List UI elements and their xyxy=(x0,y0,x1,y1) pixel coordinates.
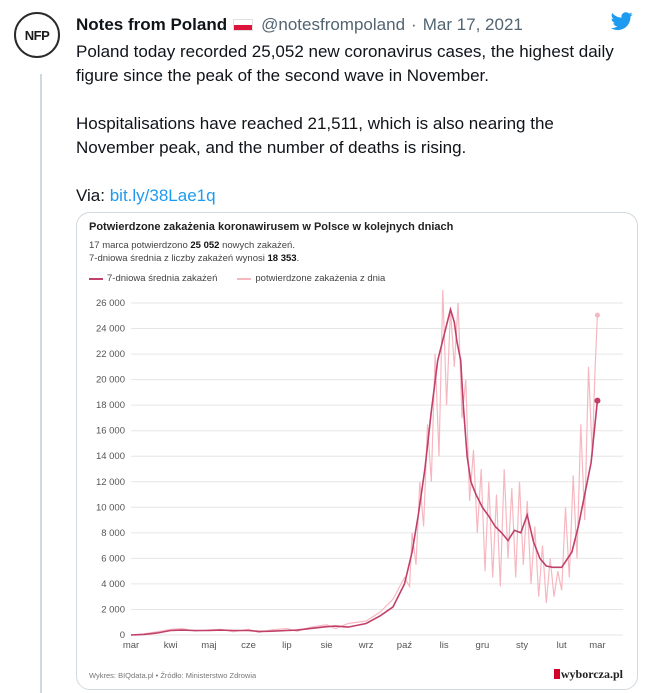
tweet-paragraph-2: Hospitalisations have reached 21,511, which is also nearing the November peak, and the number of deaths is rising. xyxy=(76,114,554,157)
point-latest-daily xyxy=(595,313,600,318)
point-latest-avg xyxy=(594,398,600,404)
user-handle[interactable]: @notesfrompoland xyxy=(261,15,406,34)
chart-card[interactable] xyxy=(76,212,638,690)
x-tick-label: mar xyxy=(122,640,140,651)
subtitle-2-value: 18 353 xyxy=(267,253,297,264)
x-tick-label: wrz xyxy=(358,640,374,651)
brand-text: wyborcza.pl xyxy=(560,667,623,681)
x-tick-label: gru xyxy=(475,640,490,651)
y-tick-label: 14 000 xyxy=(95,451,125,463)
y-tick-label: 10 000 xyxy=(95,502,125,514)
subtitle-1-post: nowych zakażeń. xyxy=(219,240,295,251)
twitter-bird-icon[interactable] xyxy=(609,10,635,32)
x-tick-label: cze xyxy=(241,640,256,651)
subtitle-1-value: 25 052 xyxy=(190,240,220,251)
y-tick-label: 24 000 xyxy=(95,323,125,335)
legend-label-daily: potwierdzone zakażenia z dnia xyxy=(255,273,386,284)
brand-logo xyxy=(554,667,623,682)
brand-square-icon xyxy=(554,669,560,679)
legend-label-avg: 7-dniowa średnia zakażeń xyxy=(107,273,218,284)
poland-flag-icon xyxy=(233,19,253,31)
tweet-date[interactable]: Mar 17, 2021 xyxy=(422,15,523,34)
tweet-text xyxy=(76,40,636,208)
x-tick-label: lut xyxy=(556,640,567,651)
series-line-daily xyxy=(131,290,597,635)
y-tick-label: 12 000 xyxy=(95,476,125,488)
y-tick-label: 22 000 xyxy=(95,349,125,361)
y-tick-label: 8 000 xyxy=(101,527,125,539)
x-tick-label: lis xyxy=(439,640,449,651)
header-separator: · xyxy=(411,15,417,34)
x-tick-label: paź xyxy=(396,640,413,651)
x-tick-label: lip xyxy=(282,640,292,651)
tweet-header xyxy=(76,12,633,38)
y-tick-label: 2 000 xyxy=(101,604,125,616)
series-line-avg xyxy=(131,309,597,635)
x-tick-label: kwi xyxy=(163,640,178,651)
subtitle-1-pre: 17 marca potwierdzono xyxy=(89,240,191,251)
x-tick-label: maj xyxy=(201,640,217,651)
avatar-logo-text: NFP xyxy=(24,27,50,43)
subtitle-2-pre: 7-dniowa średnia z liczby zakażeń wynosi xyxy=(89,253,268,264)
thread-line xyxy=(40,74,42,693)
y-tick-label: 20 000 xyxy=(95,374,125,386)
x-tick-label: mar xyxy=(589,640,606,651)
y-tick-label: 6 000 xyxy=(101,553,125,565)
y-tick-label: 4 000 xyxy=(101,578,125,590)
y-tick-label: 26 000 xyxy=(95,298,125,309)
y-tick-label: 0 xyxy=(119,630,125,641)
y-tick-label: 16 000 xyxy=(95,425,125,437)
y-tick-label: 18 000 xyxy=(95,400,125,412)
subtitle-2-post: . xyxy=(296,253,300,264)
tweet-via xyxy=(76,184,636,208)
x-tick-label: sie xyxy=(320,640,333,651)
via-label: Via: xyxy=(76,186,110,205)
chart-title: Potwierdzone zakażenia koronawirusem w Polsce w kolejnych dniach xyxy=(89,221,454,233)
x-tick-label: sty xyxy=(515,640,529,651)
chart-plot xyxy=(77,213,637,689)
chart-footer: Wykres: BIQdata.pl • Źródło: Ministerstwo Zdrowia xyxy=(89,671,257,680)
via-link[interactable]: bit.ly/38Lae1q xyxy=(109,186,216,205)
avatar[interactable] xyxy=(14,12,60,58)
tweet-paragraph-1: Poland today recorded 25,052 new coronavirus cases, the highest daily figure since the peak of the second wave in November. xyxy=(76,42,614,85)
display-name[interactable]: Notes from Poland xyxy=(76,15,228,34)
